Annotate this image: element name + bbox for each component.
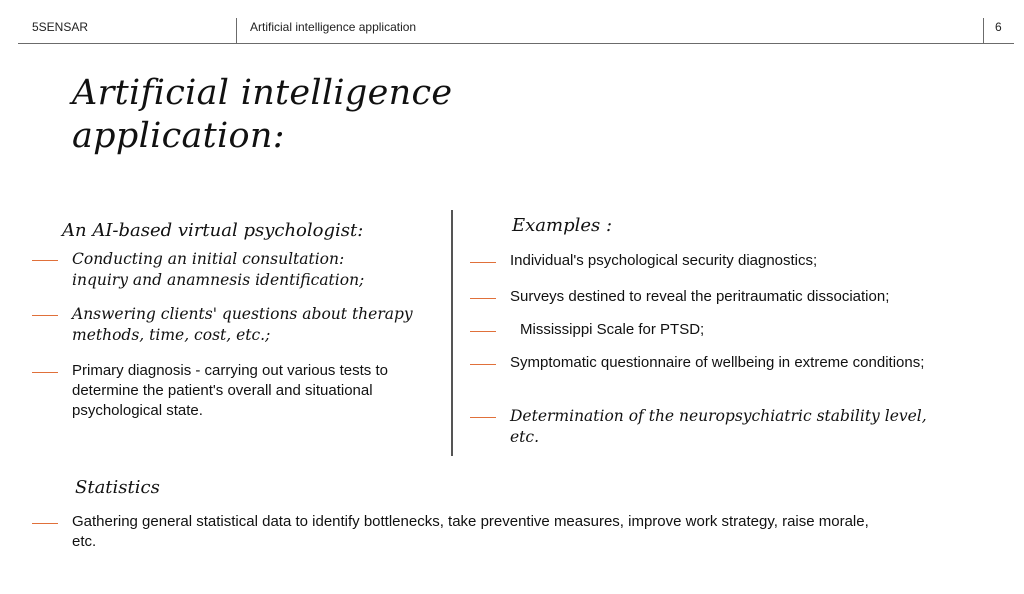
list-item bbox=[470, 287, 889, 307]
bullet-text bbox=[72, 249, 364, 291]
right-column-heading: Examples : bbox=[512, 215, 613, 236]
bullet-text-line: Gathering general statistical data to identify bottlenecks, take preventive measures, improve work strategy, raise morale, bbox=[72, 513, 869, 530]
statistics-heading: Statistics bbox=[75, 477, 160, 498]
slide-title bbox=[72, 72, 452, 158]
bullet-text-line: Conducting an initial consultation: bbox=[72, 250, 345, 268]
bullet-text bbox=[72, 304, 413, 346]
bullet-text bbox=[510, 406, 927, 448]
list-item bbox=[470, 406, 927, 448]
header-separator bbox=[236, 18, 237, 44]
header-brand: 5SENSAR bbox=[32, 20, 89, 34]
header-separator bbox=[983, 18, 984, 44]
bullet-dash bbox=[32, 315, 58, 316]
bullet-text-line: inquiry and anamnesis identification; bbox=[72, 271, 365, 289]
bullet-text-line: Determination of the neuropsychiatric stability level, bbox=[510, 407, 927, 425]
slide-title-line: Artificial intelligence bbox=[72, 73, 453, 113]
bullet-text-line: Primary diagnosis - carrying out various tests to bbox=[72, 362, 388, 379]
list-item bbox=[32, 249, 364, 291]
header-rule bbox=[18, 43, 1014, 44]
bullet-dash bbox=[32, 523, 58, 524]
bullet-text bbox=[72, 512, 1002, 552]
bullet-text-line: etc. bbox=[510, 428, 540, 446]
bullet-dash bbox=[470, 417, 496, 418]
bullet-text-line: etc. bbox=[72, 533, 97, 550]
bullet-dash bbox=[32, 372, 58, 373]
list-item bbox=[32, 304, 413, 346]
bullet-text-line: Answering clients' questions about therapy bbox=[72, 305, 413, 323]
list-item bbox=[470, 353, 924, 373]
bullet-dash bbox=[470, 364, 496, 365]
bullet-text: Symptomatic questionnaire of wellbeing in extreme conditions; bbox=[510, 354, 925, 371]
bullet-text bbox=[72, 361, 388, 421]
bullet-text: Surveys destined to reveal the peritraumatic dissociation; bbox=[510, 288, 890, 305]
list-item bbox=[32, 361, 388, 421]
list-item bbox=[32, 512, 1002, 552]
left-column-heading: An AI-based virtual psychologist: bbox=[62, 220, 364, 241]
header-title: Artificial intelligence application bbox=[250, 20, 417, 34]
bullet-text-line: methods, time, cost, etc.; bbox=[72, 326, 271, 344]
bullet-text: Individual's psychological security diagnostics; bbox=[510, 252, 818, 269]
bullet-dash bbox=[470, 262, 496, 263]
list-item bbox=[470, 320, 704, 340]
slide-title-line: application: bbox=[72, 116, 285, 156]
bullet-dash bbox=[470, 331, 496, 332]
list-item bbox=[470, 251, 817, 271]
bullet-dash bbox=[32, 260, 58, 261]
page-number: 6 bbox=[995, 20, 1002, 34]
bullet-text: Mississippi Scale for PTSD; bbox=[520, 321, 705, 338]
bullet-text-line: psychological state. bbox=[72, 402, 203, 419]
bullet-dash bbox=[470, 298, 496, 299]
bullet-text-line: determine the patient's overall and situational bbox=[72, 382, 373, 399]
column-divider bbox=[451, 210, 453, 456]
